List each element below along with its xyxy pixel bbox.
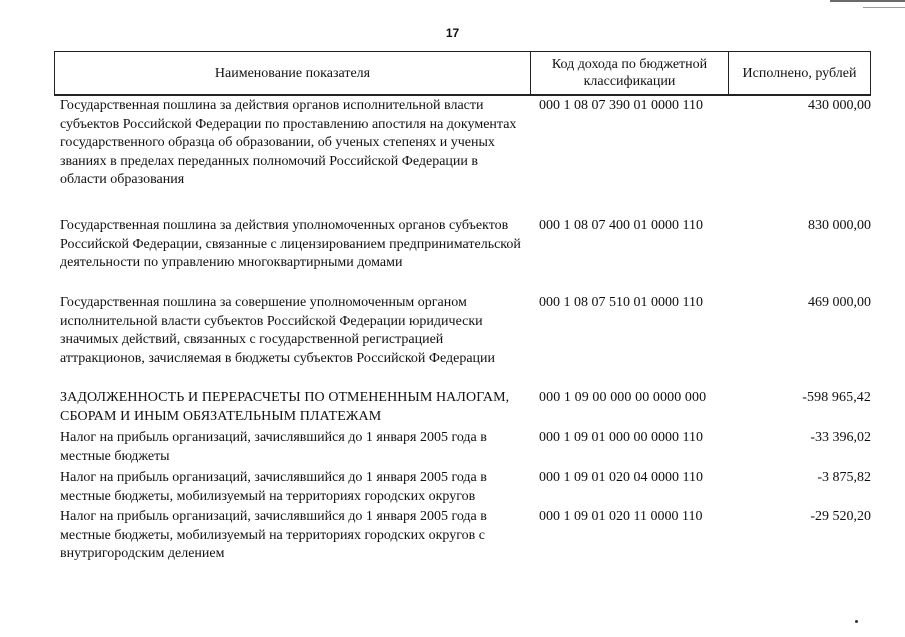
row-name: Налог на прибыль организаций, зачислявшийся до 1 января 2005 года в местные бюджеты, мобилизуемый на территориях городских округов с внутригородским делением <box>60 509 487 561</box>
row-code: 000 1 08 07 390 01 0000 110 <box>539 98 703 113</box>
row-amount: -598 965,42 <box>802 390 871 405</box>
table-row <box>54 508 871 568</box>
header-name: Наименование показателя <box>55 52 531 94</box>
header-amount: Исполнено, рублей <box>742 65 857 81</box>
row-amount: 830 000,00 <box>808 218 871 233</box>
row-name: Государственная пошлина за действия уполномоченных органов субъектов Российской Федерации, связанные с лицензированием предпринимательской деятельности по управлению многоквартирными домами <box>60 218 521 270</box>
row-name: Налог на прибыль организаций, зачислявшийся до 1 января 2005 года в местные бюджеты <box>60 430 487 464</box>
scan-speck <box>855 620 858 623</box>
row-code: 000 1 08 07 510 01 0000 110 <box>539 295 703 310</box>
row-amount: 469 000,00 <box>808 295 871 310</box>
table-row <box>54 429 871 469</box>
scan-edge-mark <box>830 0 905 2</box>
row-amount: -33 396,02 <box>810 430 871 445</box>
row-name: Государственная пошлина за действия органов исполнительной власти субъектов Российской Федерации по проставлению апостиля на документах государственного образца об образовании, об ученых степенях и ученых званиях в пределах переданных полномочий Российской Федерации в области образования <box>60 98 517 187</box>
table-header <box>54 51 871 96</box>
table-row <box>54 469 871 508</box>
header-code: Код дохода по бюджетной классификации <box>531 52 729 94</box>
row-code: 000 1 09 00 000 00 0000 000 <box>539 390 707 405</box>
table-row-section <box>54 389 871 429</box>
table-row <box>54 294 871 389</box>
row-name: ЗАДОЛЖЕННОСТЬ И ПЕРЕРАСЧЕТЫ ПО ОТМЕНЕННЫМ НАЛОГАМ, СБОРАМ И ИНЫМ ОБЯЗАТЕЛЬНЫМ ПЛАТЕЖАМ <box>60 390 510 424</box>
row-code: 000 1 09 01 020 11 0000 110 <box>539 509 703 524</box>
table-body <box>54 97 871 568</box>
table-row <box>54 97 871 217</box>
scan-edge-mark-secondary <box>863 7 905 8</box>
row-amount: 430 000,00 <box>808 98 871 113</box>
row-amount: -3 875,82 <box>817 470 871 485</box>
row-code: 000 1 09 01 000 00 0000 110 <box>539 430 703 445</box>
row-name: Государственная пошлина за совершение уполномоченным органом исполнительной власти субъектов Российской Федерации юридически значимых действий, связанных с государственной регистрацией аттракционов, зачисляемая в бюджеты субъектов Российской Федерации <box>60 295 496 366</box>
row-amount: -29 520,20 <box>810 509 871 524</box>
row-code: 000 1 08 07 400 01 0000 110 <box>539 218 703 233</box>
row-name: Налог на прибыль организаций, зачислявшийся до 1 января 2005 года в местные бюджеты, мобилизуемый на территориях городских округов <box>60 470 487 504</box>
page-number: 17 <box>445 26 460 40</box>
row-code: 000 1 09 01 020 04 0000 110 <box>539 470 703 485</box>
table-row <box>54 217 871 294</box>
